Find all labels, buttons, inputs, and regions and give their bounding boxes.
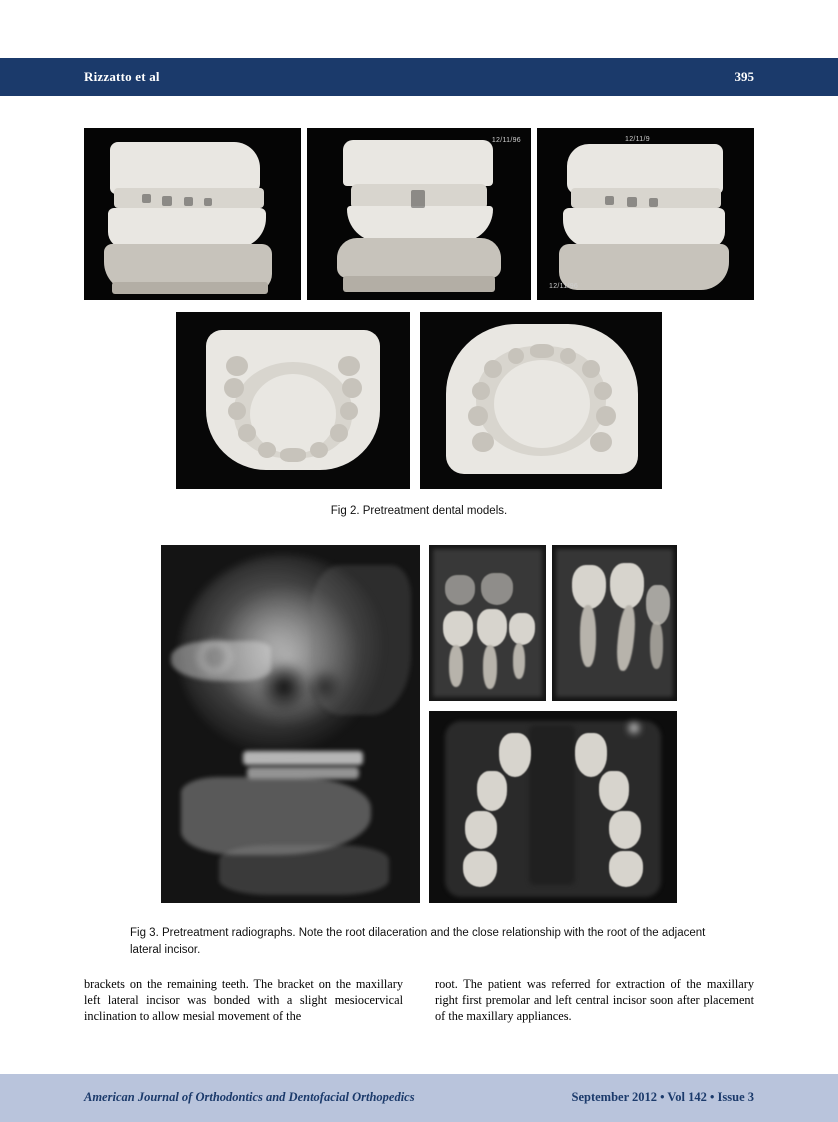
figure-2-caption: Fig 2. Pretreatment dental models. bbox=[330, 505, 508, 517]
figure-3-caption: Fig 3. Pretreatment radiographs. Note the root dilaceration and the close relationship with the root of the adjacent lateral incisor. bbox=[130, 927, 706, 956]
body-text bbox=[84, 976, 754, 1025]
footer-issue-info: September 2012 • Vol 142 • Issue 3 bbox=[571, 1090, 754, 1104]
body-column-right: root. The patient was referred for extraction of the maxillary right first premolar and left central incisor soon after placement of the maxillary appliances. bbox=[435, 977, 754, 1024]
dental-model-mandibular-occlusal bbox=[420, 312, 662, 489]
page-footer bbox=[0, 1074, 838, 1122]
running-header-author: Rizzatto et al bbox=[84, 69, 160, 84]
page-number: 395 bbox=[734, 69, 754, 84]
radiograph-periapical-incisors bbox=[552, 545, 677, 701]
running-header bbox=[0, 58, 838, 96]
dental-model-frontal: 12/11/96 bbox=[307, 128, 531, 300]
model-date-label-bottom: 12/11/96 bbox=[549, 283, 579, 290]
radiograph-periapical-right bbox=[429, 545, 546, 701]
body-column-left: brackets on the remaining teeth. The bracket on the maxillary left lateral incisor was bonded with a slight mesiocervical inclination to allow mesial movement of the bbox=[84, 977, 403, 1024]
dental-model-right-lateral bbox=[84, 128, 301, 300]
model-date-label-top: 12/11/9 bbox=[625, 136, 650, 143]
radiograph-occlusal-maxillary bbox=[429, 711, 677, 903]
figure-2-images bbox=[84, 128, 754, 489]
dental-model-left-lateral bbox=[537, 128, 754, 300]
dental-model-maxillary-occlusal bbox=[176, 312, 410, 489]
footer-journal-title: American Journal of Orthodontics and Dentofacial Orthopedics bbox=[84, 1090, 415, 1104]
figure-2-row-top bbox=[84, 128, 754, 300]
figure-2-row-bottom bbox=[176, 312, 754, 489]
radiograph-lateral-cephalogram bbox=[161, 545, 420, 903]
